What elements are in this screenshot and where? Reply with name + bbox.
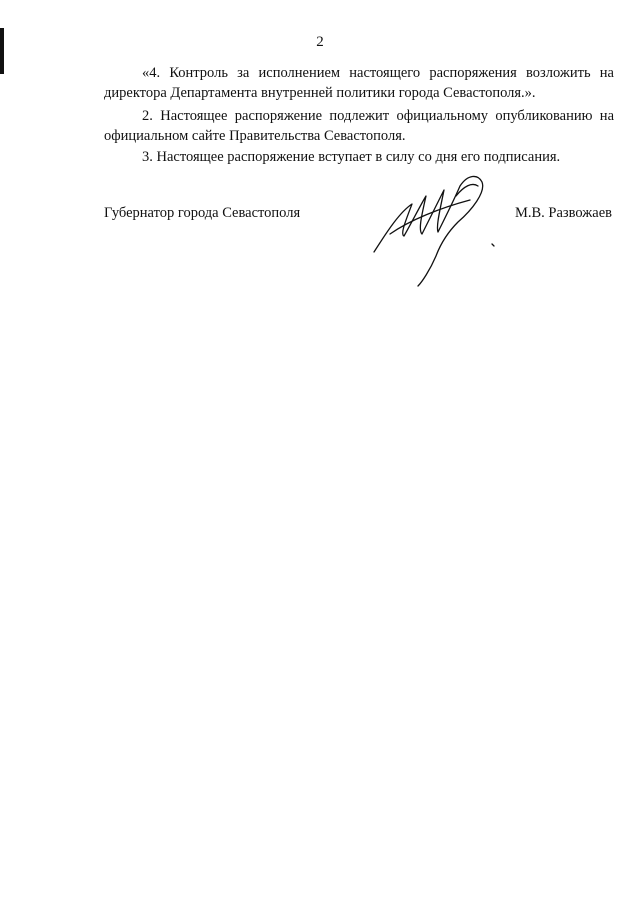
paragraph-effective-date: 3. Настоящее распоряжение вступает в силу со дня его подписания. — [142, 149, 561, 165]
paragraph-amendment-4: «4. Контроль за исполнением настоящего распоряжения возложить на директора Департамента внутренней политики города Севастополя.». — [104, 65, 614, 101]
paragraph-publication: 2. Настоящее распоряжение подлежит официальному опубликованию на официальном сайте Правительства Севастополя. — [104, 108, 614, 144]
signatory-position: Губернатор города Севастополя — [104, 205, 301, 221]
signatory-name: М.В. Развожаев — [514, 205, 612, 221]
handwritten-signature — [360, 160, 520, 290]
page-number: 2 — [316, 34, 324, 50]
